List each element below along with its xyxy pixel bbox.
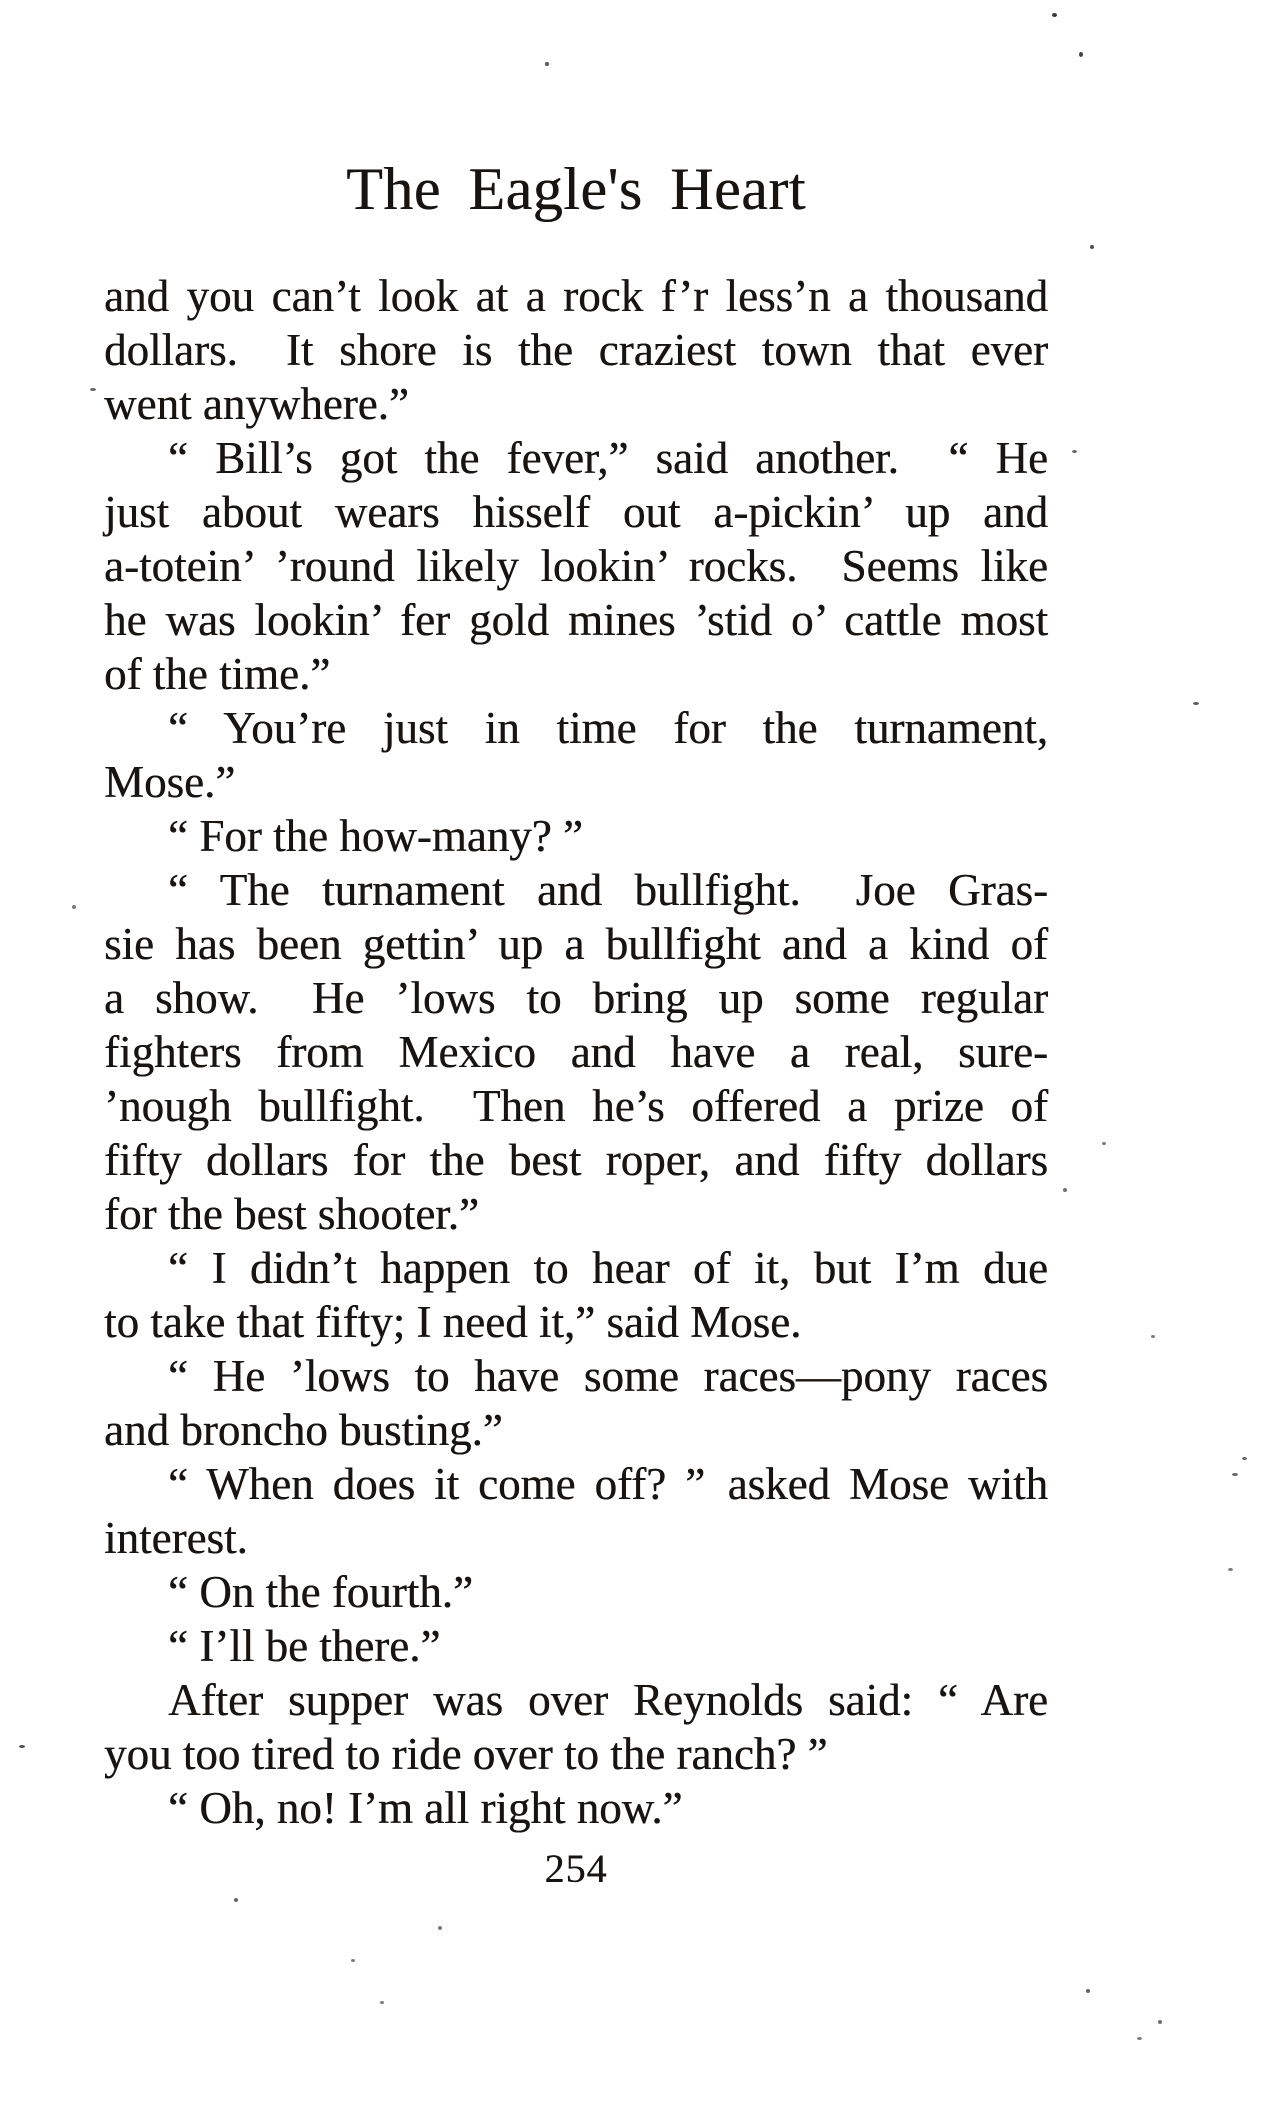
page-title: The Eagle's Heart [346,156,806,222]
scan-speck [438,1926,442,1930]
text-line: “ For the how-many? ” [168,811,583,861]
scan-speck [545,62,549,66]
text-line: “ On the fourth.” [168,1567,473,1617]
text-line: a-totein’ ’round likely lookin’ rocks. Seems like [104,541,1048,591]
body-text [104,269,1048,1835]
text-line: “ I’ll be there.” [168,1621,441,1671]
text-line: and broncho busting.” [104,1405,503,1455]
text-line: After supper was over Reynolds said: “ Are [168,1675,1048,1725]
text-line: of the time.” [104,649,331,699]
text-line: “ I didn’t happen to hear of it, but I’m due [168,1243,1048,1293]
scan-speck [1232,1473,1238,1476]
scan-speck [1079,52,1083,57]
text-line: for the best shooter.” [104,1189,479,1239]
text-line: went anywhere.” [104,379,409,429]
text-line: ’nough bullfight. Then he’s offered a prize of [104,1081,1048,1131]
text-line: sie has been gettin’ up a bullfight and a kind of [104,919,1048,969]
scan-speck [1086,1989,1090,1993]
scan-speck [1158,2020,1162,2024]
scan-speck [1072,450,1077,453]
scan-speck [72,905,76,909]
scan-speck [1137,2037,1142,2040]
text-line: he was lookin’ fer gold mines ’stid o’ cattle most [104,595,1048,645]
scan-speck [1063,1188,1067,1192]
scan-speck [234,1898,238,1902]
text-line: fighters from Mexico and have a real, sure- [104,1027,1048,1077]
scan-speck [1228,1568,1233,1571]
text-line: Mose.” [104,757,236,807]
scan-speck [380,2001,384,2004]
text-line: dollars. It shore is the craziest town that ever [104,325,1048,375]
scan-speck [19,1745,25,1748]
text-line: “ Oh, no! I’m all right now.” [168,1783,683,1833]
text-line: interest. [104,1513,248,1563]
text-line: just about wears hisself out a-pickin’ up and [104,487,1048,537]
scan-speck [1052,13,1057,17]
scan-speck [351,1959,355,1962]
scan-speck [1102,1142,1106,1145]
scan-speck [1090,245,1094,249]
text-line: “ The turnament and bullfight. Joe Gras- [168,865,1048,915]
text-line: fifty dollars for the best roper, and fifty dollars [104,1135,1048,1185]
text-line: “ He ’lows to have some races—pony races [168,1351,1048,1401]
text-line: and you can’t look at a rock f’r less’n a thousand [104,271,1048,321]
text-line: “ Bill’s got the fever,” said another. “ He [168,433,1048,483]
text-line: you too tired to ride over to the ranch? ” [104,1729,828,1779]
scan-speck [1242,1457,1247,1460]
scan-speck [90,388,96,391]
text-line: “ You’re just in time for the turnament, [168,703,1048,753]
scan-speck [1151,1335,1155,1338]
text-line: “ When does it come off? ” asked Mose with [168,1459,1048,1509]
text-line: to take that fifty; I need it,” said Mose. [104,1297,802,1347]
scan-speck [1193,702,1199,705]
page-number: 254 [544,1846,608,1891]
text-line: a show. He ’lows to bring up some regular [104,973,1048,1023]
